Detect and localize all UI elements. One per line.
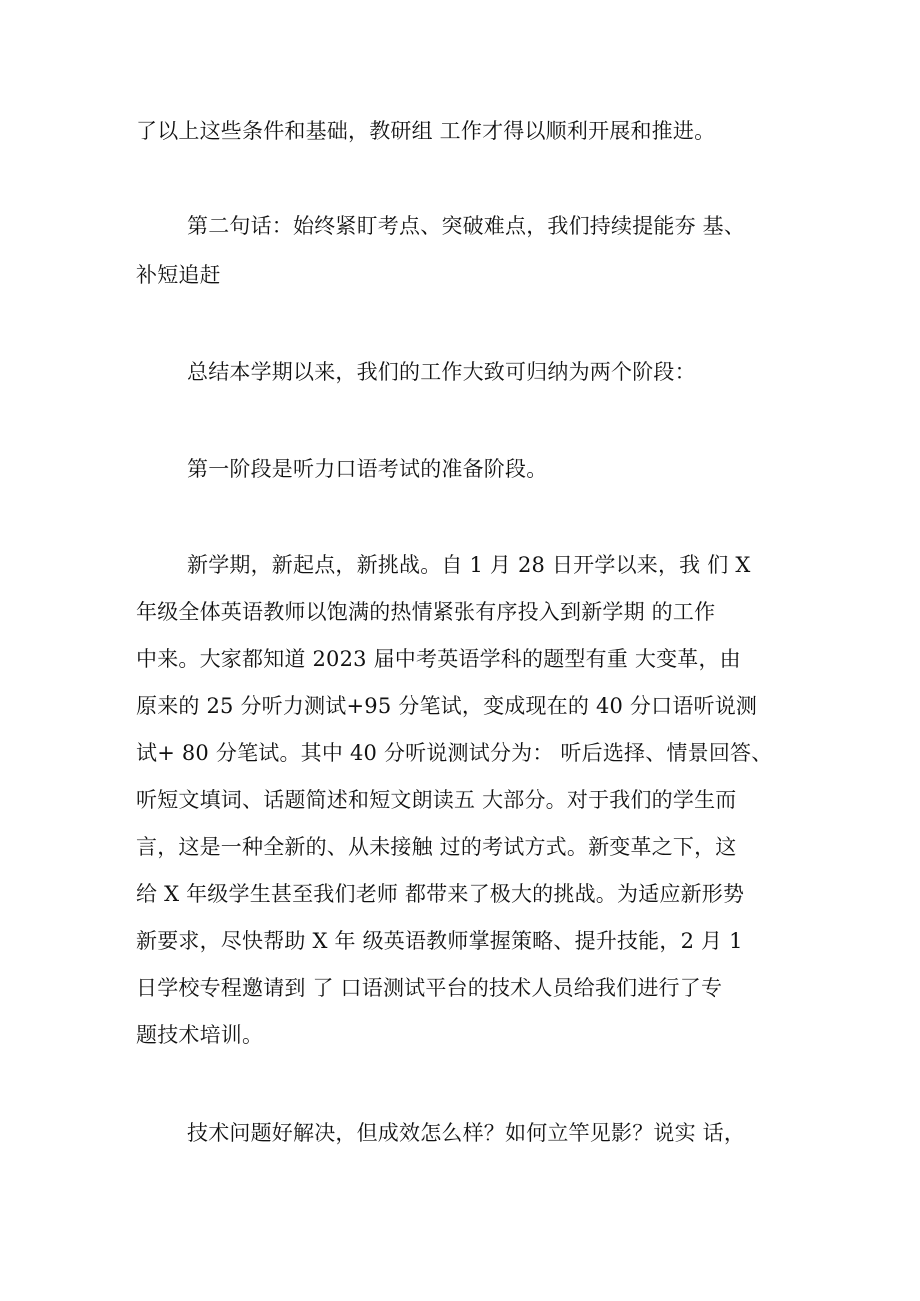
paragraph-5-line-3: 中来。大家都知道 2023 届中考英语学科的题型有重 大变革，由: [136, 647, 741, 671]
paragraph-5-line-9: 新要求，尽快帮助 X 年 级英语教师掌握策略、提升技能，2 月 1: [136, 929, 743, 953]
paragraph-5-line-1: 新学期，新起点，新挑战。自 1 月 28 日开学以来，我 们 X: [187, 553, 751, 577]
paragraph-3-line-1: 总结本学期以来，我们的工作大致可归纳为两个阶段：: [187, 360, 696, 384]
paragraph-2-line-2: 补短追赶: [136, 263, 221, 287]
paragraph-5-line-5: 试+ 80 分笔试。其中 40 分听说测试分为： 听后选择、情景回答、: [136, 741, 773, 765]
paragraph-2-line-1: 第二句话：始终紧盯考点、突破难点，我们持续提能夯 基、: [187, 214, 746, 238]
paragraph-5-line-10: 日学校专程邀请到 了 口语测试平台的技术人员给我们进行了专: [136, 976, 723, 1000]
paragraph-5-line-8: 给 X 年级学生甚至我们老师 都带来了极大的挑战。为适应新形势: [136, 882, 745, 906]
paragraph-4-line-1: 第一阶段是听力口语考试的准备阶段。: [187, 457, 548, 481]
paragraph-1-line-1: 了以上这些条件和基础，教研组 工作才得以顺利开展和推进。: [136, 119, 716, 143]
paragraph-6-line-1: 技术问题好解决，但成效怎么样？如何立竿见影？说实 话，: [187, 1121, 746, 1145]
paragraph-5-line-4: 原来的 25 分听力测试+95 分笔试，变成现在的 40 分口语听说测: [136, 694, 758, 718]
paragraph-5-line-2: 年级全体英语教师以饱满的热情紧张有序投入到新学期 的工作: [136, 600, 716, 624]
paragraph-5-line-11: 题技术培训。: [136, 1023, 264, 1047]
paragraph-5-line-7: 言，这是一种全新的、从未接触 过的考试方式。新变革之下，这: [136, 835, 737, 859]
paragraph-5-line-6: 听短文填词、话题简述和短文朗读五 大部分。对于我们的学生而: [136, 788, 737, 812]
